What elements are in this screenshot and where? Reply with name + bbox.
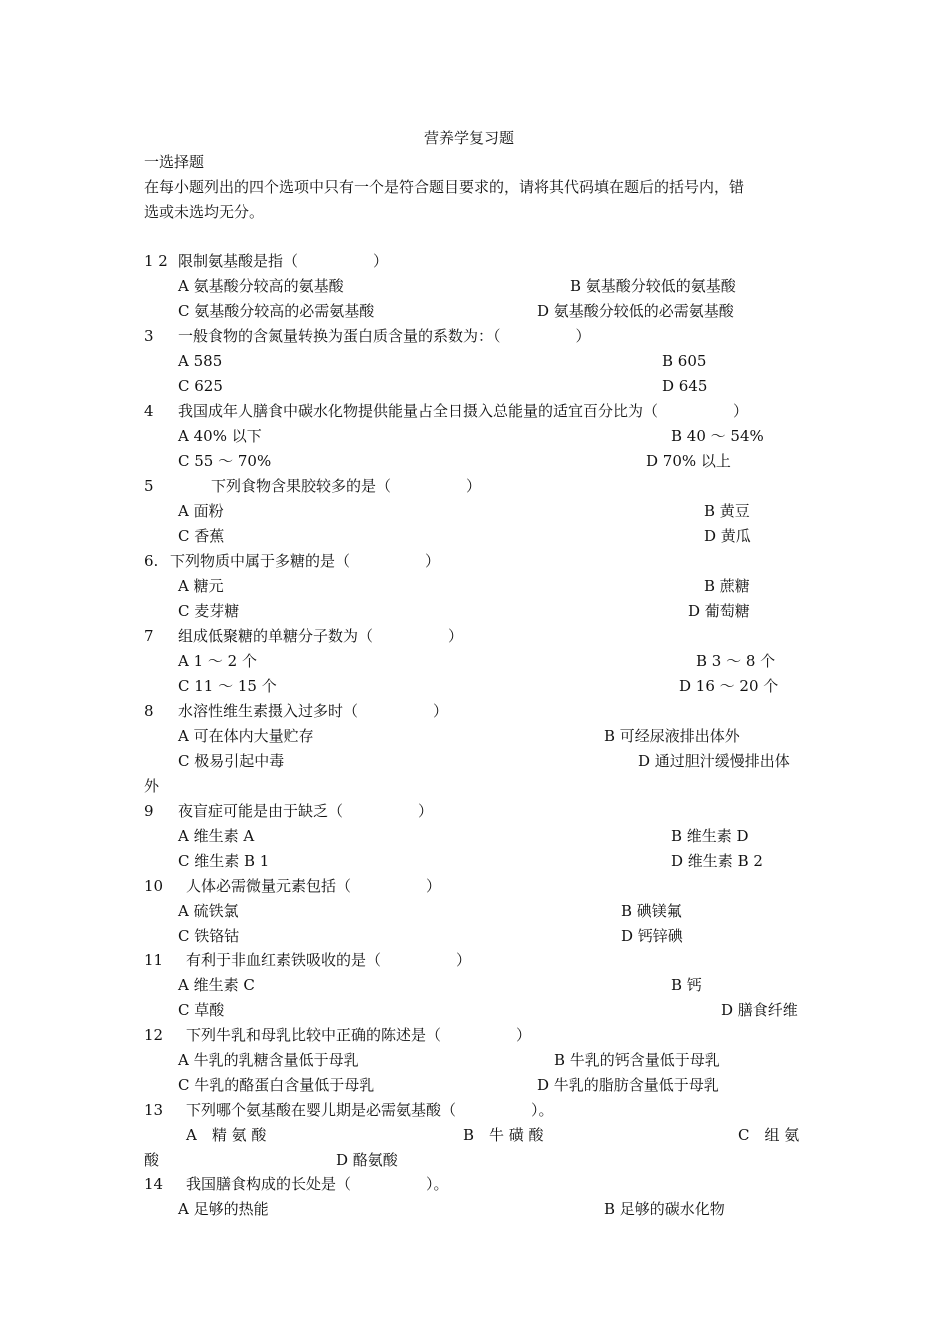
question-number: 11 bbox=[144, 951, 164, 969]
option-b: B 蔗糖 bbox=[704, 577, 750, 595]
option-a: A 硫铁氯 bbox=[178, 902, 239, 920]
option-c: C 麦芽糖 bbox=[178, 602, 240, 620]
question-number: 14 bbox=[144, 1175, 164, 1193]
option-a: A 糖元 bbox=[178, 577, 224, 595]
option-d: D 645 bbox=[662, 377, 708, 395]
option-d: D 膳食纤维 bbox=[721, 1001, 798, 1019]
option-d: D 钙锌碘 bbox=[621, 927, 683, 945]
wrapped-text: 外 bbox=[144, 777, 160, 795]
section-heading: 一选择题 bbox=[144, 153, 205, 171]
option-b: B 牛 磺 酸 bbox=[463, 1126, 544, 1144]
question-text: 组成低聚糖的单糖分子数为（ ） bbox=[178, 627, 464, 645]
option-b: B 钙 bbox=[671, 976, 702, 994]
option-b: B 维生素 D bbox=[671, 827, 749, 845]
question-number: 13 bbox=[144, 1101, 164, 1119]
option-d: D 牛乳的脂肪含量低于母乳 bbox=[537, 1076, 719, 1094]
question-text: 水溶性维生素摄入过多时（ ） bbox=[178, 702, 449, 720]
instruction-line-2: 选或未选均无分。 bbox=[144, 203, 265, 221]
option-c: C 维生素 B 1 bbox=[178, 852, 270, 870]
option-b: B 3 ～ 8 个 bbox=[696, 652, 776, 670]
option-a: A 40% 以下 bbox=[178, 427, 262, 445]
option-b: B 足够的碳水化物 bbox=[604, 1200, 725, 1218]
question-text: 下列哪个氨基酸在婴儿期是必需氨基酸（ ）。 bbox=[186, 1101, 554, 1119]
wrapped-text: 酸 bbox=[144, 1151, 160, 1169]
option-a: A 维生素 C bbox=[178, 976, 255, 994]
question-number: 5 bbox=[144, 477, 154, 495]
instruction-line-1: 在每小题列出的四个选项中只有一个是符合题目要求的，请将其代码填在题后的括号内，错 bbox=[144, 178, 745, 196]
option-c: C 组 氨 bbox=[738, 1126, 800, 1144]
option-c: C 11 ～ 15 个 bbox=[178, 677, 277, 695]
option-a: A 精 氨 酸 bbox=[186, 1126, 267, 1144]
option-a: A 牛乳的乳糖含量低于母乳 bbox=[178, 1051, 359, 1069]
option-d: D 16 ～ 20 个 bbox=[679, 677, 779, 695]
question-text: 下列食物含果胶较多的是（ ） bbox=[211, 477, 482, 495]
question-number: 6. bbox=[144, 552, 159, 570]
question-number: 3 bbox=[144, 327, 154, 345]
question-number: 12 bbox=[144, 1026, 164, 1044]
option-a: A 面粉 bbox=[178, 502, 224, 520]
option-c: C 极易引起中毒 bbox=[178, 752, 285, 770]
option-c: C 55 ～ 70% bbox=[178, 452, 272, 470]
question-text: 我国成年人膳食中碳水化物提供能量占全日摄入总能量的适宜百分比为（ ） bbox=[178, 402, 749, 420]
option-a: A 维生素 A bbox=[178, 827, 255, 845]
option-b: B 黄豆 bbox=[704, 502, 750, 520]
option-d: D 酪氨酸 bbox=[336, 1151, 398, 1169]
option-d: D 通过胆汁缓慢排出体 bbox=[638, 752, 790, 770]
option-a: A 足够的热能 bbox=[178, 1200, 269, 1218]
question-text: 一般食物的含氮量转换为蛋白质含量的系数为：（ ） bbox=[178, 327, 591, 345]
option-a: A 可在体内大量贮存 bbox=[178, 727, 314, 745]
option-a: A 氨基酸分较高的氨基酸 bbox=[178, 277, 344, 295]
option-b: B 牛乳的钙含量低于母乳 bbox=[554, 1051, 720, 1069]
option-c: C 香蕉 bbox=[178, 527, 225, 545]
page-title: 营养学复习题 bbox=[424, 129, 515, 147]
question-text: 人体必需微量元素包括（ ） bbox=[186, 877, 442, 895]
question-number: 8 bbox=[144, 702, 154, 720]
question-text: 有利于非血红素铁吸收的是（ ） bbox=[186, 951, 472, 969]
question-text: 限制氨基酸是指（ ） bbox=[178, 252, 389, 270]
question-text: 下列物质中属于多糖的是（ ） bbox=[170, 552, 441, 570]
option-b: B 碘镁氟 bbox=[621, 902, 682, 920]
option-d: D 氨基酸分较低的必需氨基酸 bbox=[537, 302, 734, 320]
question-text: 下列牛乳和母乳比较中正确的陈述是（ ） bbox=[186, 1026, 532, 1044]
option-c: C 铁铬钴 bbox=[178, 927, 240, 945]
option-d: D 葡萄糖 bbox=[688, 602, 750, 620]
option-b: B 氨基酸分较低的氨基酸 bbox=[570, 277, 736, 295]
option-c: C 牛乳的酪蛋白含量低于母乳 bbox=[178, 1076, 375, 1094]
option-d: D 黄瓜 bbox=[704, 527, 751, 545]
option-a: A 1 ～ 2 个 bbox=[178, 652, 257, 670]
option-d: D 70% 以上 bbox=[646, 452, 731, 470]
option-b: B 605 bbox=[662, 352, 707, 370]
question-text: 夜盲症可能是由于缺乏（ ） bbox=[178, 802, 434, 820]
question-number: 9 bbox=[144, 802, 154, 820]
option-c: C 草酸 bbox=[178, 1001, 225, 1019]
option-d: D 维生素 B 2 bbox=[671, 852, 763, 870]
question-number: 4 bbox=[144, 402, 154, 420]
question-text: 我国膳食构成的长处是（ ）。 bbox=[186, 1175, 449, 1193]
option-b: B 可经尿液排出体外 bbox=[604, 727, 740, 745]
question-number: 7 bbox=[144, 627, 154, 645]
question-number: 1 2 bbox=[144, 252, 168, 270]
option-b: B 40 ～ 54% bbox=[671, 427, 764, 445]
option-c: C 氨基酸分较高的必需氨基酸 bbox=[178, 302, 375, 320]
question-number: 10 bbox=[144, 877, 164, 895]
option-c: C 625 bbox=[178, 377, 223, 395]
option-a: A 585 bbox=[178, 352, 223, 370]
